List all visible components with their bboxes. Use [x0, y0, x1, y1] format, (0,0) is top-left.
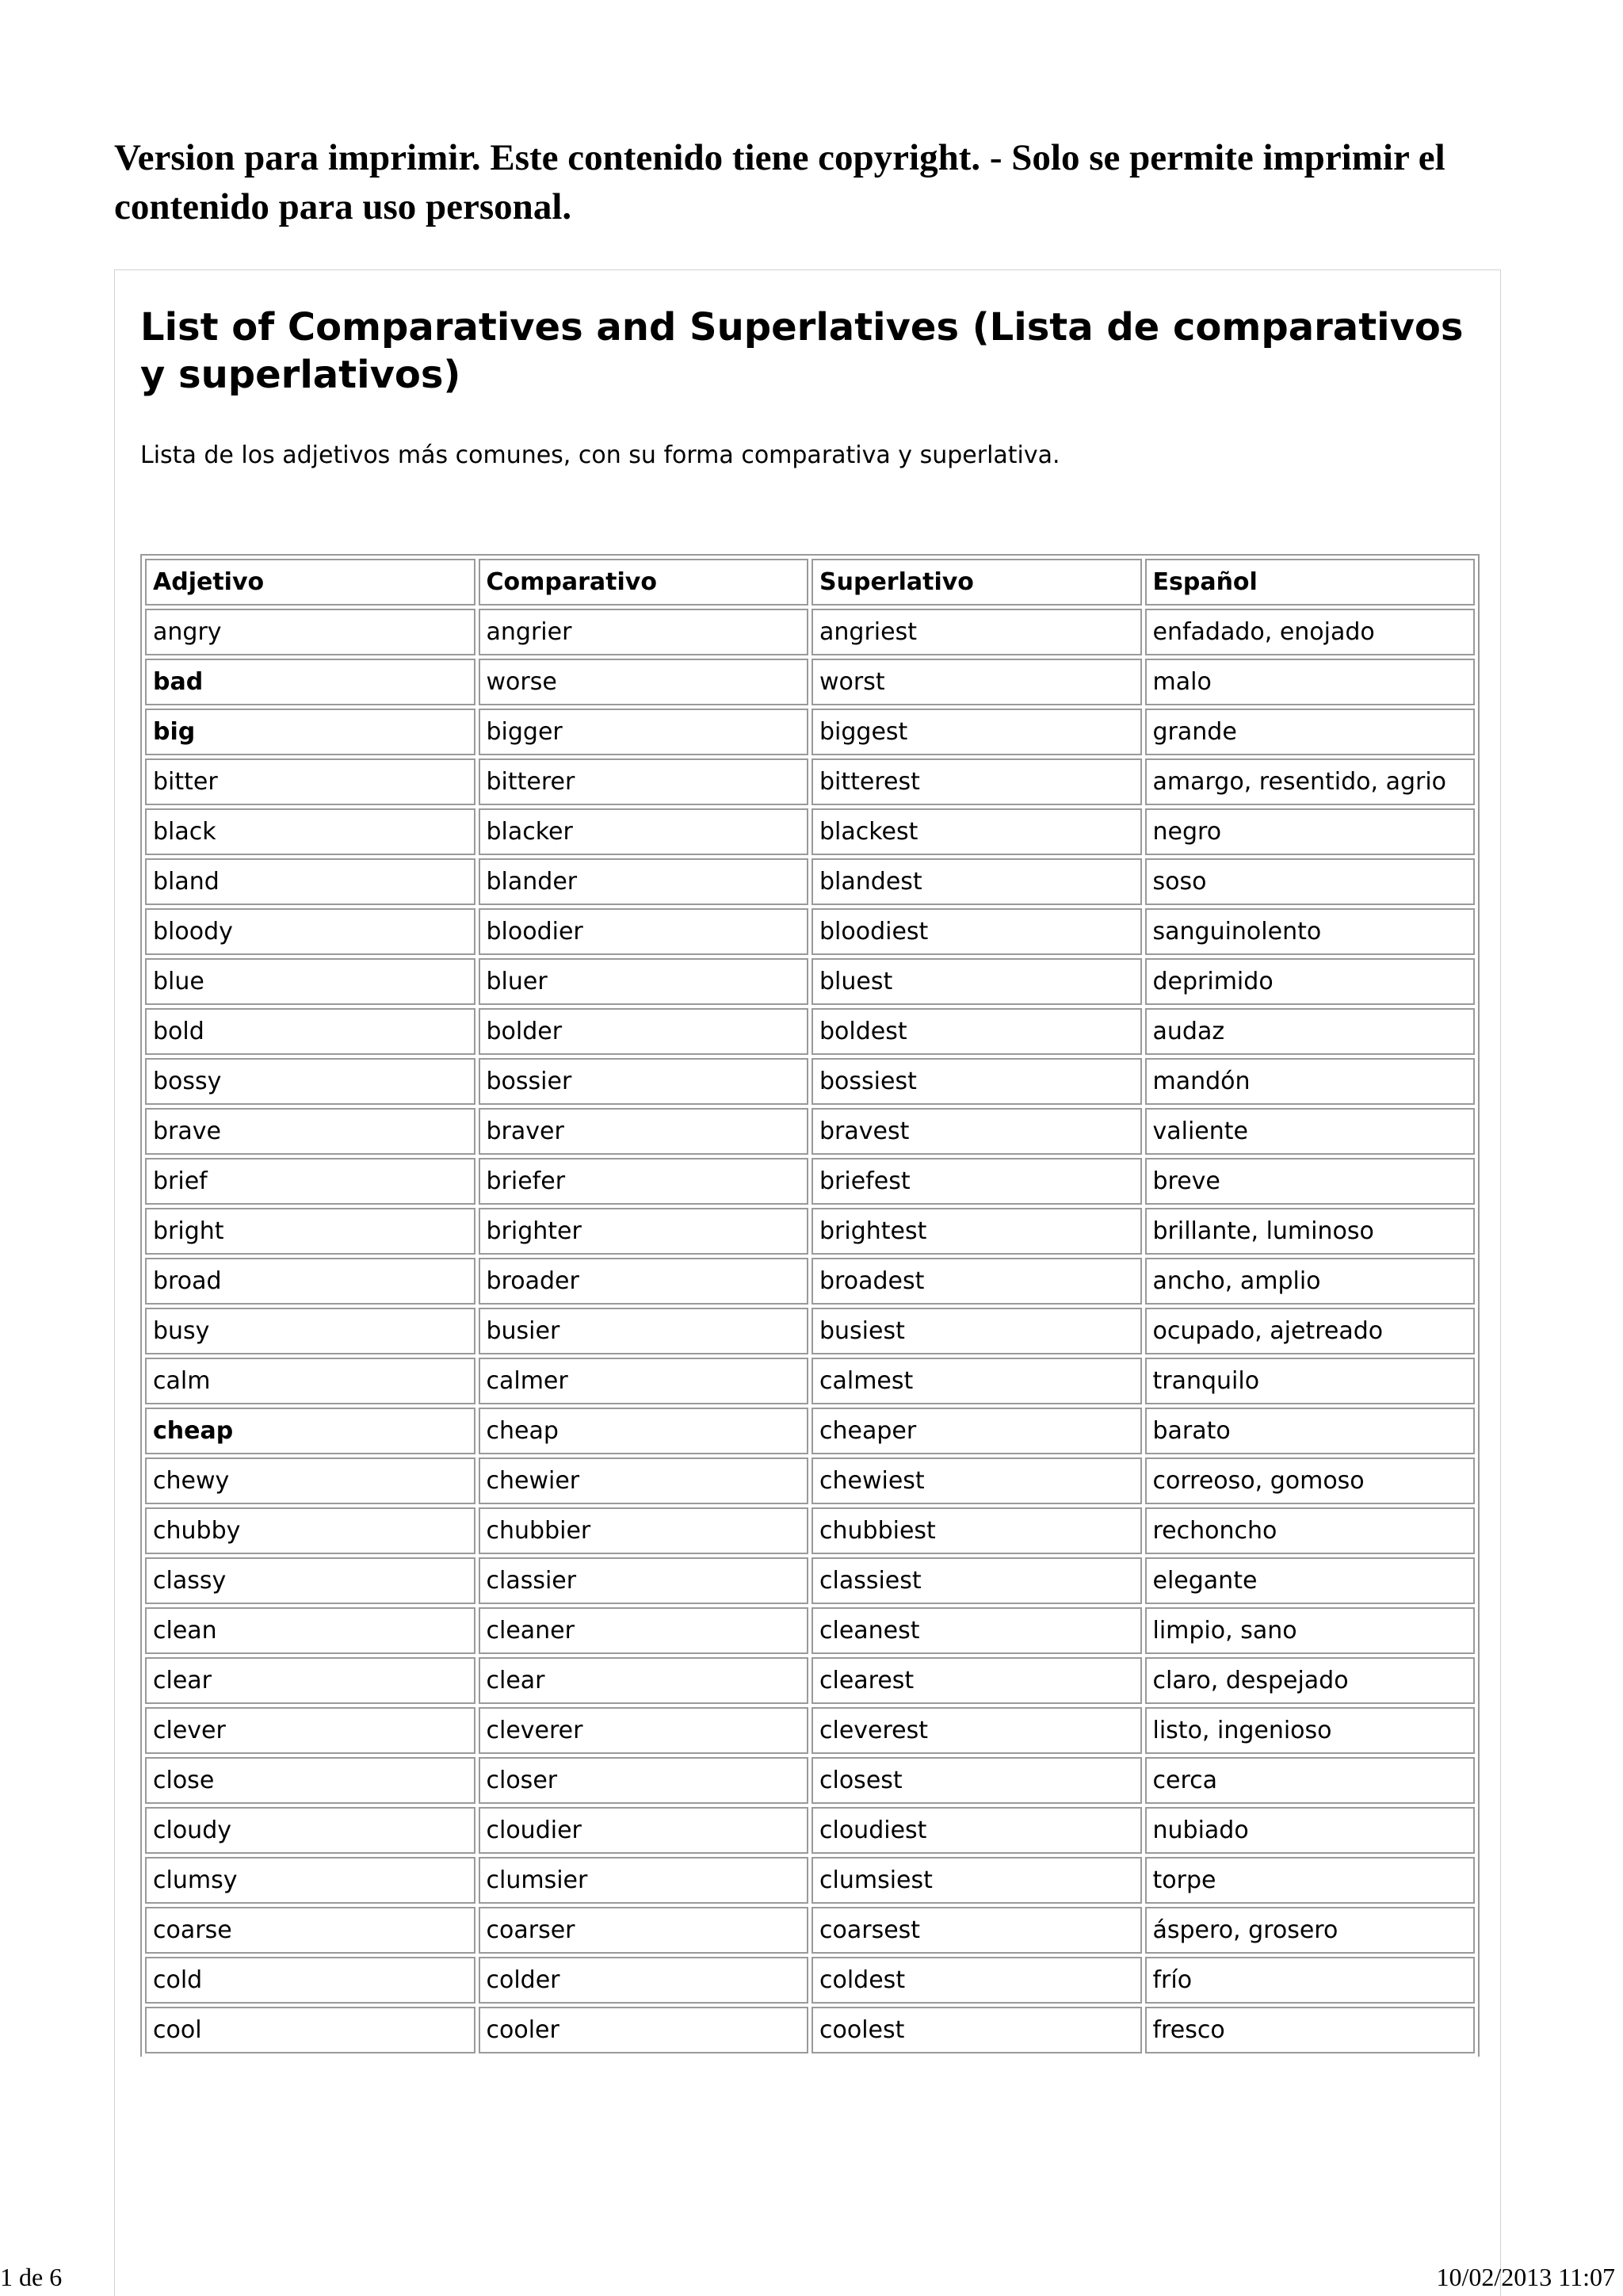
cell-adjetivo: chewy: [145, 1457, 475, 1504]
cell-espanol: valiente: [1145, 1108, 1476, 1155]
cell-adjetivo: clean: [145, 1607, 475, 1654]
table-row: [145, 908, 1475, 955]
cell-superlativo: coarsest: [812, 1907, 1142, 1954]
cell-superlativo: brightest: [812, 1208, 1142, 1255]
cell-superlativo: blackest: [812, 808, 1142, 855]
cell-adjetivo: bloody: [145, 908, 475, 955]
cell-superlativo: boldest: [812, 1008, 1142, 1055]
cell-comparativo: angrier: [479, 609, 809, 655]
cell-espanol: grande: [1145, 709, 1476, 755]
cell-adjetivo: brave: [145, 1108, 475, 1155]
cell-superlativo: coldest: [812, 1957, 1142, 2004]
cell-comparativo: brighter: [479, 1208, 809, 1255]
cell-comparativo: broader: [479, 1258, 809, 1305]
cell-superlativo: bluest: [812, 958, 1142, 1005]
cell-adjetivo: angry: [145, 609, 475, 655]
cell-espanol: claro, despejado: [1145, 1657, 1476, 1704]
cell-superlativo: chewiest: [812, 1457, 1142, 1504]
cell-superlativo: coolest: [812, 2007, 1142, 2053]
cell-superlativo: blandest: [812, 858, 1142, 905]
cell-superlativo: closest: [812, 1757, 1142, 1804]
table-row: [145, 659, 1475, 705]
cell-comparativo: cleaner: [479, 1607, 809, 1654]
cell-superlativo: chubbiest: [812, 1507, 1142, 1554]
cell-comparativo: calmer: [479, 1358, 809, 1404]
cell-espanol: limpio, sano: [1145, 1607, 1476, 1654]
cell-espanol: listo, ingenioso: [1145, 1707, 1476, 1754]
cell-comparativo: cloudier: [479, 1807, 809, 1854]
cell-adjetivo: cold: [145, 1957, 475, 2004]
cell-comparativo: colder: [479, 1957, 809, 2004]
intro-text: Lista de los adjetivos más comunes, con su forma comparativa y superlativa.: [140, 441, 1060, 469]
cell-comparativo: bigger: [479, 709, 809, 755]
table-row: [145, 1358, 1475, 1404]
cell-superlativo: calmest: [812, 1358, 1142, 1404]
cell-adjetivo: clumsy: [145, 1857, 475, 1904]
header-comparativo: Comparativo: [479, 559, 809, 606]
table-row: [145, 1408, 1475, 1454]
cell-espanol: malo: [1145, 659, 1476, 705]
cell-superlativo: bravest: [812, 1108, 1142, 1155]
table-row: [145, 1008, 1475, 1055]
cell-comparativo: cleverer: [479, 1707, 809, 1754]
cell-espanol: soso: [1145, 858, 1476, 905]
cell-espanol: tranquilo: [1145, 1358, 1476, 1404]
cell-comparativo: bluer: [479, 958, 809, 1005]
table-row: [145, 1457, 1475, 1504]
cell-comparativo: bloodier: [479, 908, 809, 955]
table-row: [145, 1707, 1475, 1754]
cell-espanol: amargo, resentido, agrio: [1145, 758, 1476, 805]
cell-superlativo: cleanest: [812, 1607, 1142, 1654]
cell-adjetivo: bold: [145, 1008, 475, 1055]
cell-superlativo: biggest: [812, 709, 1142, 755]
cell-comparativo: chubbier: [479, 1507, 809, 1554]
table-row: [145, 1757, 1475, 1804]
cell-comparativo: bolder: [479, 1008, 809, 1055]
table-row: [145, 1807, 1475, 1854]
table-row: [145, 958, 1475, 1005]
cell-superlativo: angriest: [812, 609, 1142, 655]
page-number: 1 de 6: [0, 2263, 63, 2291]
cell-espanol: audaz: [1145, 1008, 1476, 1055]
cell-comparativo: clumsier: [479, 1857, 809, 1904]
table-row: [145, 1657, 1475, 1704]
table-header-row: [145, 559, 1475, 606]
cell-comparativo: chewier: [479, 1457, 809, 1504]
table-row: [145, 758, 1475, 805]
header-superlativo: Superlativo: [812, 559, 1142, 606]
cell-espanol: cerca: [1145, 1757, 1476, 1804]
cell-espanol: torpe: [1145, 1857, 1476, 1904]
cell-espanol: elegante: [1145, 1557, 1476, 1604]
table-row: [145, 1108, 1475, 1155]
cell-espanol: breve: [1145, 1158, 1476, 1205]
cell-adjetivo: cheap: [145, 1408, 475, 1454]
cell-adjetivo: big: [145, 709, 475, 755]
table-row: [145, 1158, 1475, 1205]
table-row: [145, 1607, 1475, 1654]
cell-espanol: ocupado, ajetreado: [1145, 1308, 1476, 1354]
table-row: [145, 1258, 1475, 1305]
header-adjetivo: Adjetivo: [145, 559, 475, 606]
cell-comparativo: classier: [479, 1557, 809, 1604]
cell-superlativo: cleverest: [812, 1707, 1142, 1754]
cell-comparativo: braver: [479, 1108, 809, 1155]
print-notice: Version para imprimir. Este contenido tiene copyright. - Solo se permite imprimir el contenido para uso personal.: [114, 137, 1445, 227]
table-row: [145, 1308, 1475, 1354]
cell-adjetivo: bland: [145, 858, 475, 905]
cell-comparativo: coarser: [479, 1907, 809, 1954]
table-row: [145, 1507, 1475, 1554]
cell-espanol: frío: [1145, 1957, 1476, 2004]
cell-adjetivo: chubby: [145, 1507, 475, 1554]
cell-adjetivo: black: [145, 808, 475, 855]
table-row: [145, 709, 1475, 755]
table-row: [145, 1857, 1475, 1904]
cell-superlativo: briefest: [812, 1158, 1142, 1205]
cell-adjetivo: bright: [145, 1208, 475, 1255]
cell-adjetivo: classy: [145, 1557, 475, 1604]
cell-adjetivo: blue: [145, 958, 475, 1005]
cell-espanol: ancho, amplio: [1145, 1258, 1476, 1305]
cell-adjetivo: clever: [145, 1707, 475, 1754]
cell-comparativo: briefer: [479, 1158, 809, 1205]
cell-adjetivo: busy: [145, 1308, 475, 1354]
cell-comparativo: blacker: [479, 808, 809, 855]
cell-espanol: negro: [1145, 808, 1476, 855]
cell-adjetivo: broad: [145, 1258, 475, 1305]
content-box: [114, 269, 1501, 2296]
cell-espanol: enfadado, enojado: [1145, 609, 1476, 655]
table-row: [145, 1208, 1475, 1255]
comparatives-table: [140, 554, 1480, 2057]
cell-espanol: deprimido: [1145, 958, 1476, 1005]
table-row: [145, 2007, 1475, 2053]
cell-espanol: fresco: [1145, 2007, 1476, 2053]
article-title: List of Comparatives and Superlatives (Lista de comparativos y superlativos): [140, 305, 1464, 397]
cell-superlativo: cheaper: [812, 1408, 1142, 1454]
cell-adjetivo: cloudy: [145, 1807, 475, 1854]
table-row: [145, 858, 1475, 905]
cell-espanol: rechoncho: [1145, 1507, 1476, 1554]
cell-superlativo: clumsiest: [812, 1857, 1142, 1904]
cell-superlativo: classiest: [812, 1557, 1142, 1604]
cell-superlativo: bloodiest: [812, 908, 1142, 955]
table-row: [145, 609, 1475, 655]
table-row: [145, 1058, 1475, 1105]
cell-comparativo: blander: [479, 858, 809, 905]
cell-superlativo: bitterest: [812, 758, 1142, 805]
cell-comparativo: cooler: [479, 2007, 809, 2053]
cell-espanol: áspero, grosero: [1145, 1907, 1476, 1954]
cell-adjetivo: close: [145, 1757, 475, 1804]
table-row: [145, 808, 1475, 855]
cell-adjetivo: brief: [145, 1158, 475, 1205]
cell-comparativo: bitterer: [479, 758, 809, 805]
cell-superlativo: clearest: [812, 1657, 1142, 1704]
cell-superlativo: broadest: [812, 1258, 1142, 1305]
table-row: [145, 1557, 1475, 1604]
header-espanol: Español: [1145, 559, 1476, 606]
cell-espanol: correoso, gomoso: [1145, 1457, 1476, 1504]
cell-adjetivo: bitter: [145, 758, 475, 805]
cell-superlativo: busiest: [812, 1308, 1142, 1354]
cell-espanol: brillante, luminoso: [1145, 1208, 1476, 1255]
cell-superlativo: cloudiest: [812, 1807, 1142, 1854]
cell-adjetivo: coarse: [145, 1907, 475, 1954]
cell-comparativo: busier: [479, 1308, 809, 1354]
cell-espanol: barato: [1145, 1408, 1476, 1454]
cell-superlativo: bossiest: [812, 1058, 1142, 1105]
table-row: [145, 1907, 1475, 1954]
cell-comparativo: bossier: [479, 1058, 809, 1105]
cell-comparativo: clear: [479, 1657, 809, 1704]
cell-adjetivo: cool: [145, 2007, 475, 2053]
cell-adjetivo: bad: [145, 659, 475, 705]
cell-espanol: mandón: [1145, 1058, 1476, 1105]
cell-espanol: nubiado: [1145, 1807, 1476, 1854]
print-datetime: 10/02/2013 11:07: [1436, 2263, 1615, 2291]
cell-comparativo: cheap: [479, 1408, 809, 1454]
table-row: [145, 1957, 1475, 2004]
cell-comparativo: worse: [479, 659, 809, 705]
table-body: [145, 609, 1475, 2053]
cell-adjetivo: clear: [145, 1657, 475, 1704]
cell-adjetivo: bossy: [145, 1058, 475, 1105]
cell-superlativo: worst: [812, 659, 1142, 705]
cell-comparativo: closer: [479, 1757, 809, 1804]
cell-adjetivo: calm: [145, 1358, 475, 1404]
cell-espanol: sanguinolento: [1145, 908, 1476, 955]
